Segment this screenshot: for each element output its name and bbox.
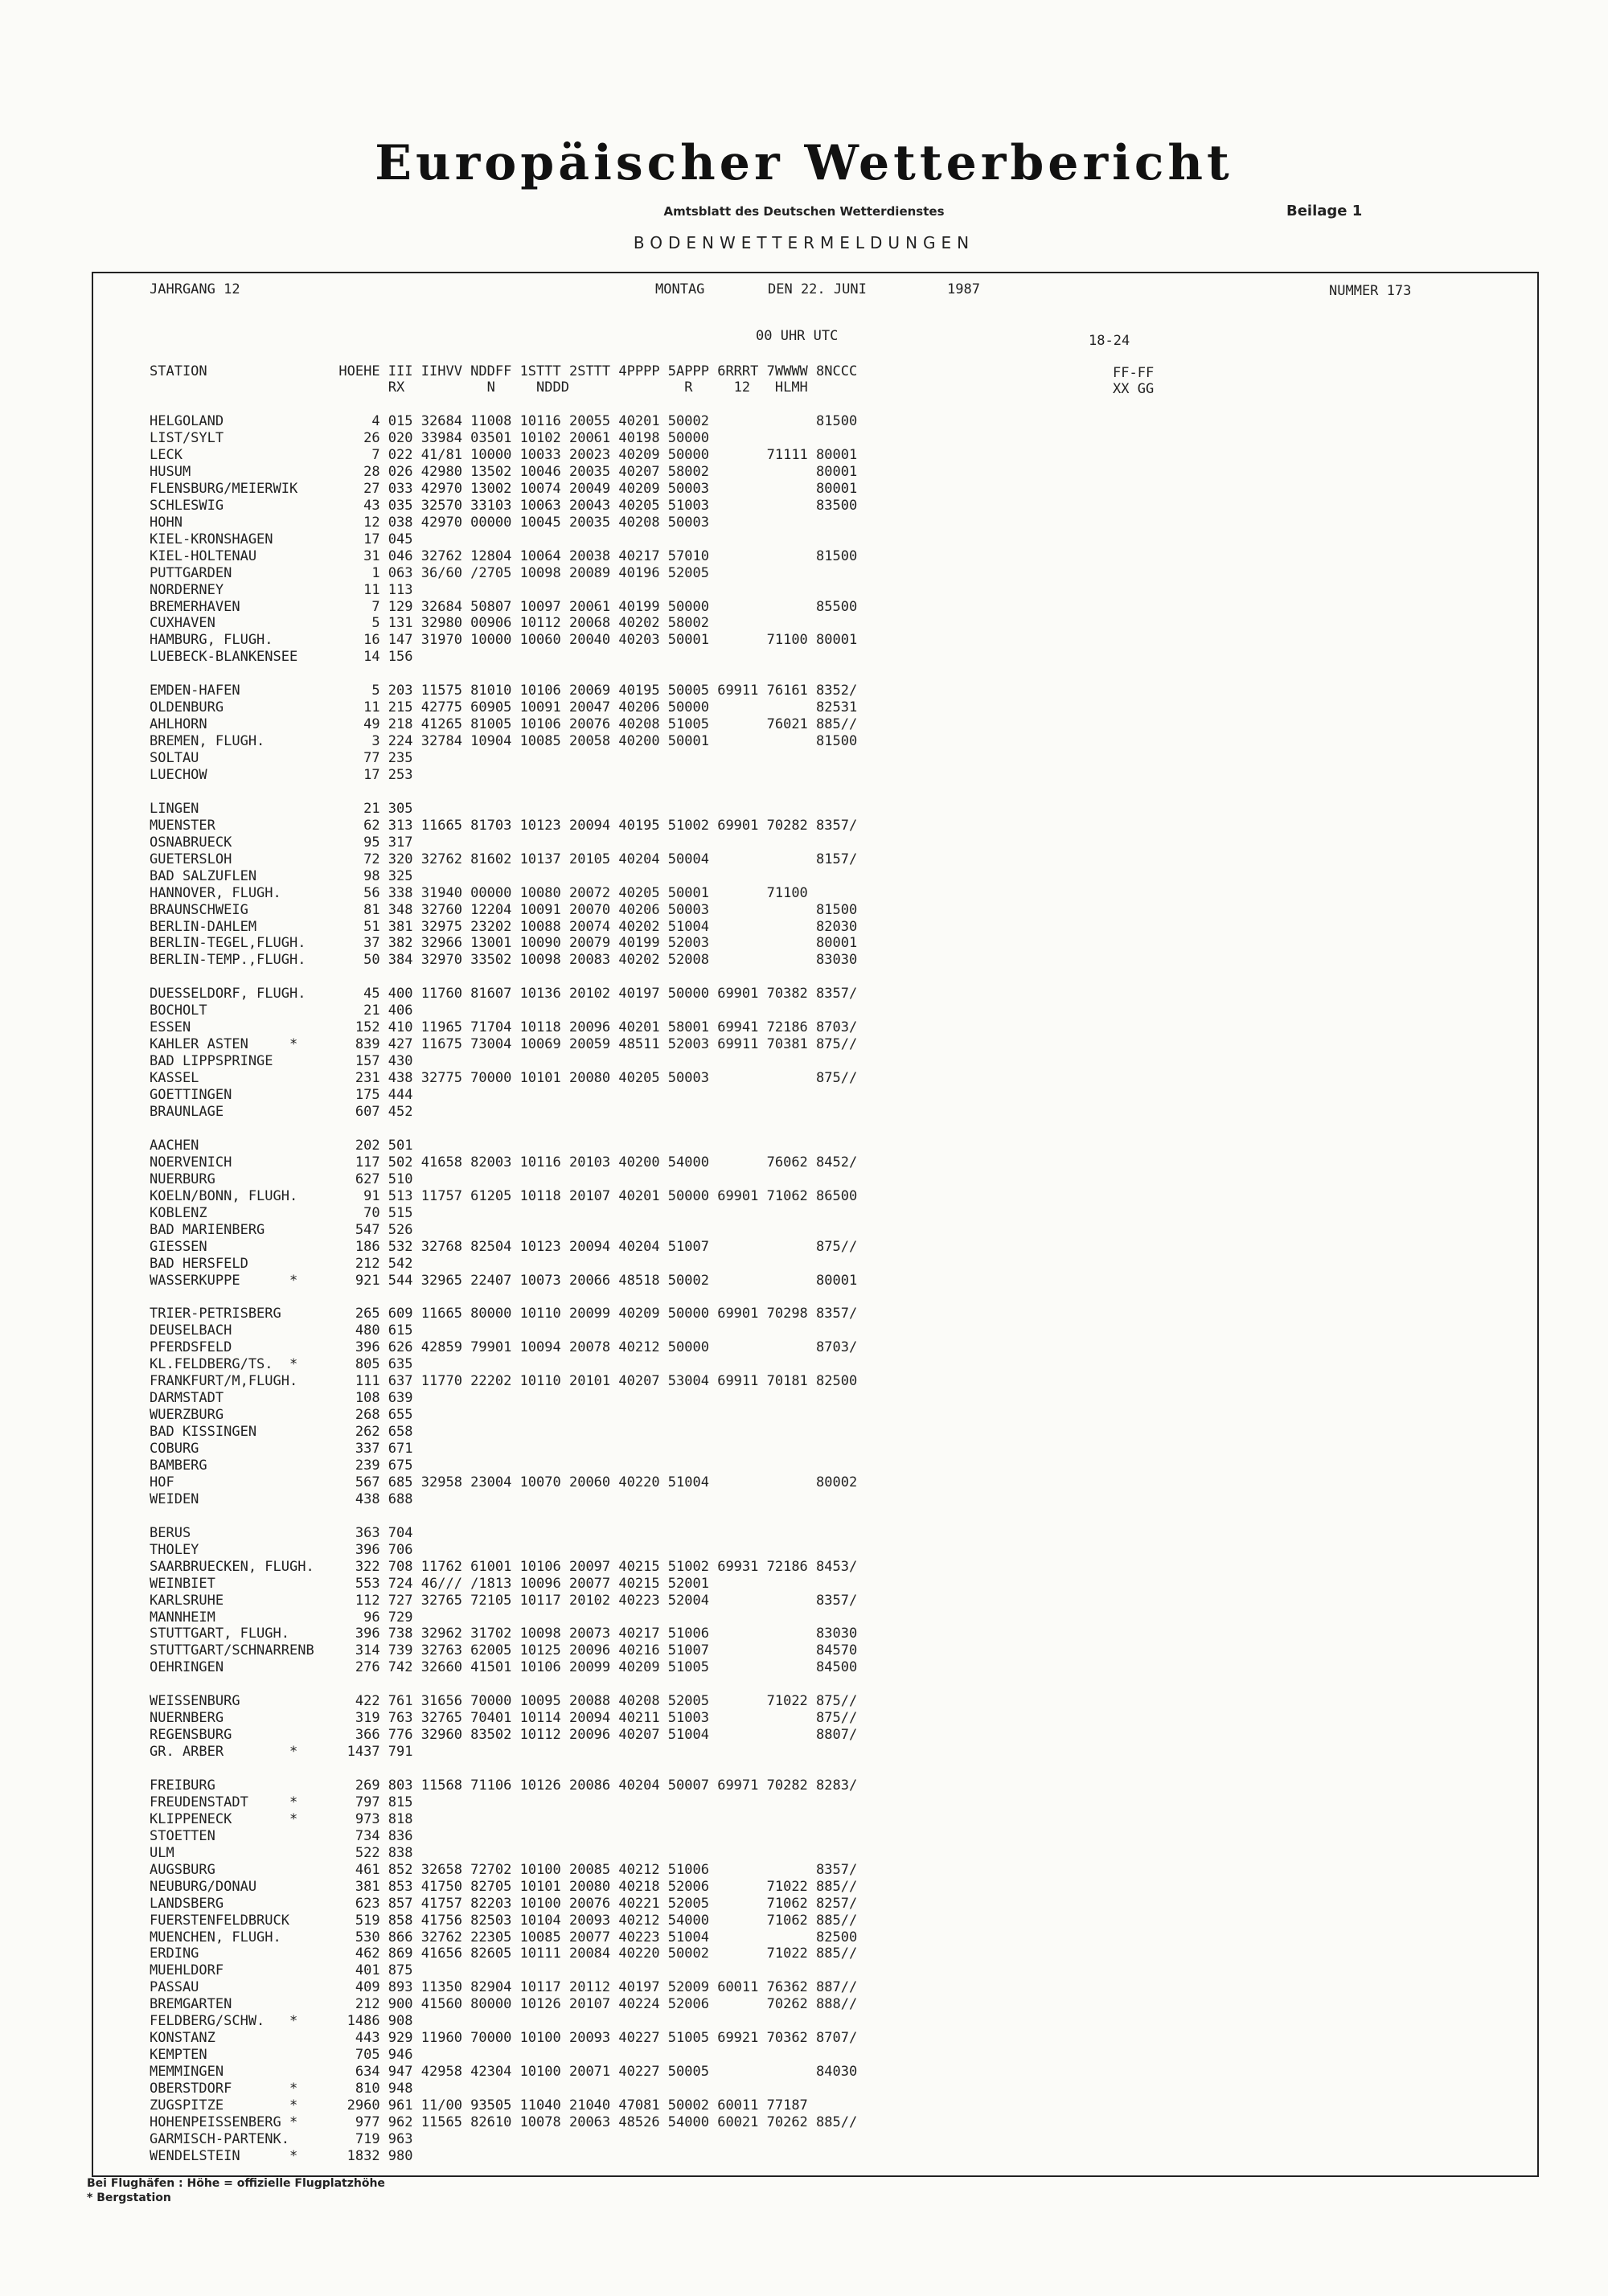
table-row: FREIBURG 269 803 11568 71106 10126 20086 40204 50007 69971 70282 8283/ bbox=[150, 1777, 858, 1794]
table-row: HOF 567 685 32958 23004 10070 20060 40220 51004 80002 bbox=[150, 1474, 858, 1490]
table-row: AUGSBURG 461 852 32658 72702 10100 20085 40212 51006 8357/ bbox=[150, 1861, 858, 1878]
table-row: ERDING 462 869 41656 82605 10111 20084 40220 50002 71022 885// bbox=[150, 1945, 858, 1962]
table-row: FREUDENSTADT * 797 815 bbox=[150, 1794, 413, 1810]
table-row: BAD MARIENBERG 547 526 bbox=[150, 1221, 413, 1238]
table-row: BERLIN-TEGEL,FLUGH. 37 382 32966 13001 10090 20079 40199 52003 80001 bbox=[150, 935, 858, 952]
table-row: ULM 522 838 bbox=[150, 1844, 413, 1861]
period-label: 18-24 bbox=[1089, 333, 1130, 349]
table-row: CUXHAVEN 5 131 32980 00906 10112 20068 40202 58002 bbox=[150, 615, 709, 632]
table-row: BERLIN-TEMP.,FLUGH. 50 384 32970 33502 10098 20083 40202 52008 83030 bbox=[150, 952, 858, 969]
table-row: HAMBURG, FLUGH. 16 147 31970 10000 10060 20040 40203 50001 71100 80001 bbox=[150, 632, 858, 649]
table-row: BREMGARTEN 212 900 41560 80000 10126 20107 40224 52006 70262 888// bbox=[150, 1996, 858, 2013]
table-row: NOERVENICH 117 502 41658 82003 10116 20103 40200 54000 76062 8452/ bbox=[150, 1154, 858, 1171]
table-row: KAHLER ASTEN * 839 427 11675 73004 10069 20059 48511 52003 69911 70381 875// bbox=[150, 1036, 858, 1053]
table-row: BRAUNLAGE 607 452 bbox=[150, 1103, 413, 1120]
table-row: SCHLESWIG 43 035 32570 33103 10063 20043 40205 51003 83500 bbox=[150, 497, 858, 514]
table-row: AHLHORN 49 218 41265 81005 10106 20076 40208 51005 76021 885// bbox=[150, 716, 858, 733]
table-row: THOLEY 396 706 bbox=[150, 1541, 413, 1558]
table-row: TRIER-PETRISBERG 265 609 11665 80000 10110 20099 40209 50000 69901 70298 8357/ bbox=[150, 1306, 858, 1322]
table-row: MUEHLDORF 401 875 bbox=[150, 1962, 413, 1979]
table-row: OEHRINGEN 276 742 32660 41501 10106 20099 40209 51005 84500 bbox=[150, 1659, 858, 1676]
table-row: BAD LIPPSPRINGE 157 430 bbox=[150, 1053, 413, 1070]
date-label: DEN 22. JUNI bbox=[768, 281, 867, 297]
period-headers-line1: FF-FF bbox=[1113, 365, 1155, 381]
weekday-label: MONTAG bbox=[655, 281, 705, 297]
year-label: 1987 bbox=[947, 281, 980, 297]
issue-number: NUMMER 173 bbox=[1329, 283, 1412, 299]
period-headers-line2: XX GG bbox=[1113, 381, 1155, 397]
table-row: KEMPTEN 705 946 bbox=[150, 2047, 413, 2064]
table-row: HOHN 12 038 42970 00000 10045 20035 40208 50003 bbox=[150, 514, 709, 531]
table-row: BERUS 363 704 bbox=[150, 1524, 413, 1541]
table-row: SOLTAU 77 235 bbox=[150, 750, 413, 766]
table-row: OLDENBURG 11 215 42775 60905 10091 20047 40206 50000 82531 bbox=[150, 699, 858, 716]
table-row: DUESSELDORF, FLUGH. 45 400 11760 81607 10136 20102 40197 50000 69901 70382 8357/ bbox=[150, 986, 858, 1002]
report-subtitle: Amtsblatt des Deutschen Wetterdienstes bbox=[663, 204, 945, 219]
table-row: KARLSRUHE 112 727 32765 72105 10117 20102 40223 52004 8357/ bbox=[150, 1592, 858, 1609]
table-row: KOBLENZ 70 515 bbox=[150, 1204, 413, 1221]
footnote-airports: Bei Flughäfen : Höhe = offizielle Flugplatzhöhe bbox=[87, 2177, 385, 2190]
table-row: STOETTEN 734 836 bbox=[150, 1827, 413, 1844]
column-headers-line1: STATION HOEHE III IIHVV NDDFF 1STTT 2STTT 4PPPP 5APPP 6RRRT 7WWWW 8NCCC bbox=[150, 363, 858, 379]
table-row: WASSERKUPPE * 921 544 32965 22407 10073 20066 48518 50002 80001 bbox=[150, 1272, 858, 1289]
table-row: PFERDSFELD 396 626 42859 79901 10094 20078 40212 50000 8703/ bbox=[150, 1339, 858, 1356]
table-row: WEIDEN 438 688 bbox=[150, 1490, 413, 1507]
table-row: FLENSBURG/MEIERWIK 27 033 42970 13002 10074 20049 40209 50003 80001 bbox=[150, 480, 858, 497]
volume-label: JAHRGANG 12 bbox=[150, 281, 240, 297]
table-row: COBURG 337 671 bbox=[150, 1441, 413, 1457]
table-row: GUETERSLOH 72 320 32762 81602 10137 20105 40204 50004 8157/ bbox=[150, 851, 858, 867]
table-row: MANNHEIM 96 729 bbox=[150, 1609, 413, 1626]
table-row: ZUGSPITZE * 2960 961 11/00 93505 11040 21040 47081 50002 60011 77187 bbox=[150, 2097, 808, 2114]
table-row: GR. ARBER * 1437 791 bbox=[150, 1744, 413, 1761]
table-row: BAD SALZUFLEN 98 325 bbox=[150, 867, 413, 884]
table-row: OSNABRUECK 95 317 bbox=[150, 834, 413, 851]
table-row: GOETTINGEN 175 444 bbox=[150, 1087, 413, 1103]
column-headers-line2: RX N NDDD R 12 HLMH bbox=[150, 379, 808, 396]
table-row: REGENSBURG 366 776 32960 83502 10112 20096 40207 51004 8807/ bbox=[150, 1727, 858, 1744]
table-row: BERLIN-DAHLEM 51 381 32975 23202 10088 20074 40202 51004 82030 bbox=[150, 918, 858, 935]
table-row: HOHENPEISSENBERG * 977 962 11565 82610 10078 20063 48526 54000 60021 70262 885// bbox=[150, 2114, 858, 2130]
table-row: LECK 7 022 41/81 10000 10033 20023 40209 50000 71111 80001 bbox=[150, 446, 858, 463]
table-row: STUTTGART/SCHNARRENB 314 739 32763 62005 10125 20096 40216 51007 84570 bbox=[150, 1642, 858, 1659]
table-row: EMDEN-HAFEN 5 203 11575 81010 10106 20069 40195 50005 69911 76161 8352/ bbox=[150, 683, 858, 699]
table-row: HANNOVER, FLUGH. 56 338 31940 00000 10080 20072 40205 50001 71100 bbox=[150, 884, 808, 901]
table-row: PASSAU 409 893 11350 82904 10117 20112 40197 52009 60011 76362 887// bbox=[150, 1979, 858, 1996]
table-row: BREMEN, FLUGH. 3 224 32784 10904 10085 20058 40200 50001 81500 bbox=[150, 733, 858, 749]
table-row: KOELN/BONN, FLUGH. 91 513 11757 61205 10118 20107 40201 50000 69901 71062 86500 bbox=[150, 1187, 858, 1204]
table-row: MEMMINGEN 634 947 42958 42304 10100 20071 40227 50005 84030 bbox=[150, 2064, 858, 2081]
table-row: KASSEL 231 438 32775 70000 10101 20080 40205 50003 875// bbox=[150, 1070, 858, 1086]
table-row: BAD KISSINGEN 262 658 bbox=[150, 1424, 413, 1440]
table-row: KLIPPENECK * 973 818 bbox=[150, 1810, 413, 1827]
table-row: MUENCHEN, FLUGH. 530 866 32762 22305 10085 20077 40223 51004 82500 bbox=[150, 1929, 858, 1945]
table-row: OBERSTDORF * 810 948 bbox=[150, 2081, 413, 2097]
table-row: STUTTGART, FLUGH. 396 738 32962 31702 10098 20073 40217 51006 83030 bbox=[150, 1626, 858, 1642]
footnote-mountain-station: * Bergstation bbox=[87, 2191, 171, 2204]
table-row: DARMSTADT 108 639 bbox=[150, 1390, 413, 1407]
table-row: FELDBERG/SCHW. * 1486 908 bbox=[150, 2013, 413, 2030]
section-title: BODENWETTERMELDUNGEN bbox=[633, 233, 975, 252]
table-row: NUERNBERG 319 763 32765 70401 10114 20094 40211 51003 875// bbox=[150, 1710, 858, 1727]
table-row: GARMISCH-PARTENK. 719 963 bbox=[150, 2130, 413, 2147]
table-row: BRAUNSCHWEIG 81 348 32760 12204 10091 20070 40206 50003 81500 bbox=[150, 901, 858, 918]
table-row: SAARBRUECKEN, FLUGH. 322 708 11762 61001 10106 20097 40215 51002 69931 72186 8453/ bbox=[150, 1558, 858, 1575]
table-row: LANDSBERG 623 857 41757 82203 10100 20076 40221 52005 71062 8257/ bbox=[150, 1895, 858, 1912]
table-row: FRANKFURT/M,FLUGH. 111 637 11770 22202 10110 20101 40207 53004 69911 70181 82500 bbox=[150, 1373, 858, 1390]
report-title: Europäischer Wetterbericht bbox=[375, 135, 1233, 191]
table-row: LUEBECK-BLANKENSEE 14 156 bbox=[150, 649, 413, 666]
table-row: DEUSELBACH 480 615 bbox=[150, 1322, 413, 1339]
table-row: KL.FELDBERG/TS. * 805 635 bbox=[150, 1356, 413, 1373]
time-label: 00 UHR UTC bbox=[756, 328, 839, 344]
table-row: NORDERNEY 11 113 bbox=[150, 581, 413, 598]
table-row: WUERZBURG 268 655 bbox=[150, 1407, 413, 1423]
table-row: PUTTGARDEN 1 063 36/60 /2705 10098 20089 40196 52005 bbox=[150, 564, 709, 581]
table-row: AACHEN 202 501 bbox=[150, 1137, 413, 1154]
supplement-label: Beilage 1 bbox=[1286, 203, 1363, 219]
table-row: KIEL-KRONSHAGEN 17 045 bbox=[150, 531, 413, 547]
table-row: NEUBURG/DONAU 381 853 41750 82705 10101 20080 40218 52006 71022 885// bbox=[150, 1878, 858, 1895]
table-row: GIESSEN 186 532 32768 82504 10123 20094 40204 51007 875// bbox=[150, 1238, 858, 1255]
table-row: BAMBERG 239 675 bbox=[150, 1457, 413, 1474]
table-row: LIST/SYLT 26 020 33984 03501 10102 20061 40198 50000 bbox=[150, 430, 709, 446]
table-row: ESSEN 152 410 11965 71704 10118 20096 40201 58001 69941 72186 8703/ bbox=[150, 1019, 858, 1036]
table-row: HUSUM 28 026 42980 13502 10046 20035 40207 58002 80001 bbox=[150, 463, 858, 480]
table-row: WEINBIET 553 724 46/// /1813 10096 20077 40215 52001 bbox=[150, 1575, 709, 1592]
table-row: LUECHOW 17 253 bbox=[150, 767, 413, 783]
table-row: KONSTANZ 443 929 11960 70000 10100 20093 40227 51005 69921 70362 8707/ bbox=[150, 2030, 858, 2047]
table-row: BOCHOLT 21 406 bbox=[150, 1002, 413, 1019]
table-row: KIEL-HOLTENAU 31 046 32762 12804 10064 20038 40217 57010 81500 bbox=[150, 547, 858, 564]
table-row: NUERBURG 627 510 bbox=[150, 1171, 413, 1187]
table-row: WEISSENBURG 422 761 31656 70000 10095 20088 40208 52005 71022 875// bbox=[150, 1693, 858, 1710]
table-row: HELGOLAND 4 015 32684 11008 10116 20055 40201 50002 81500 bbox=[150, 413, 858, 429]
table-row: FUERSTENFELDBRUCK 519 858 41756 82503 10104 20093 40212 54000 71062 885// bbox=[150, 1912, 858, 1929]
table-row: LINGEN 21 305 bbox=[150, 800, 413, 817]
table-row: WENDELSTEIN * 1832 980 bbox=[150, 2147, 413, 2164]
table-row: BREMERHAVEN 7 129 32684 50807 10097 20061 40199 50000 85500 bbox=[150, 598, 858, 615]
table-row: BAD HERSFELD 212 542 bbox=[150, 1255, 413, 1272]
table-row: MUENSTER 62 313 11665 81703 10123 20094 40195 51002 69901 70282 8357/ bbox=[150, 817, 858, 834]
